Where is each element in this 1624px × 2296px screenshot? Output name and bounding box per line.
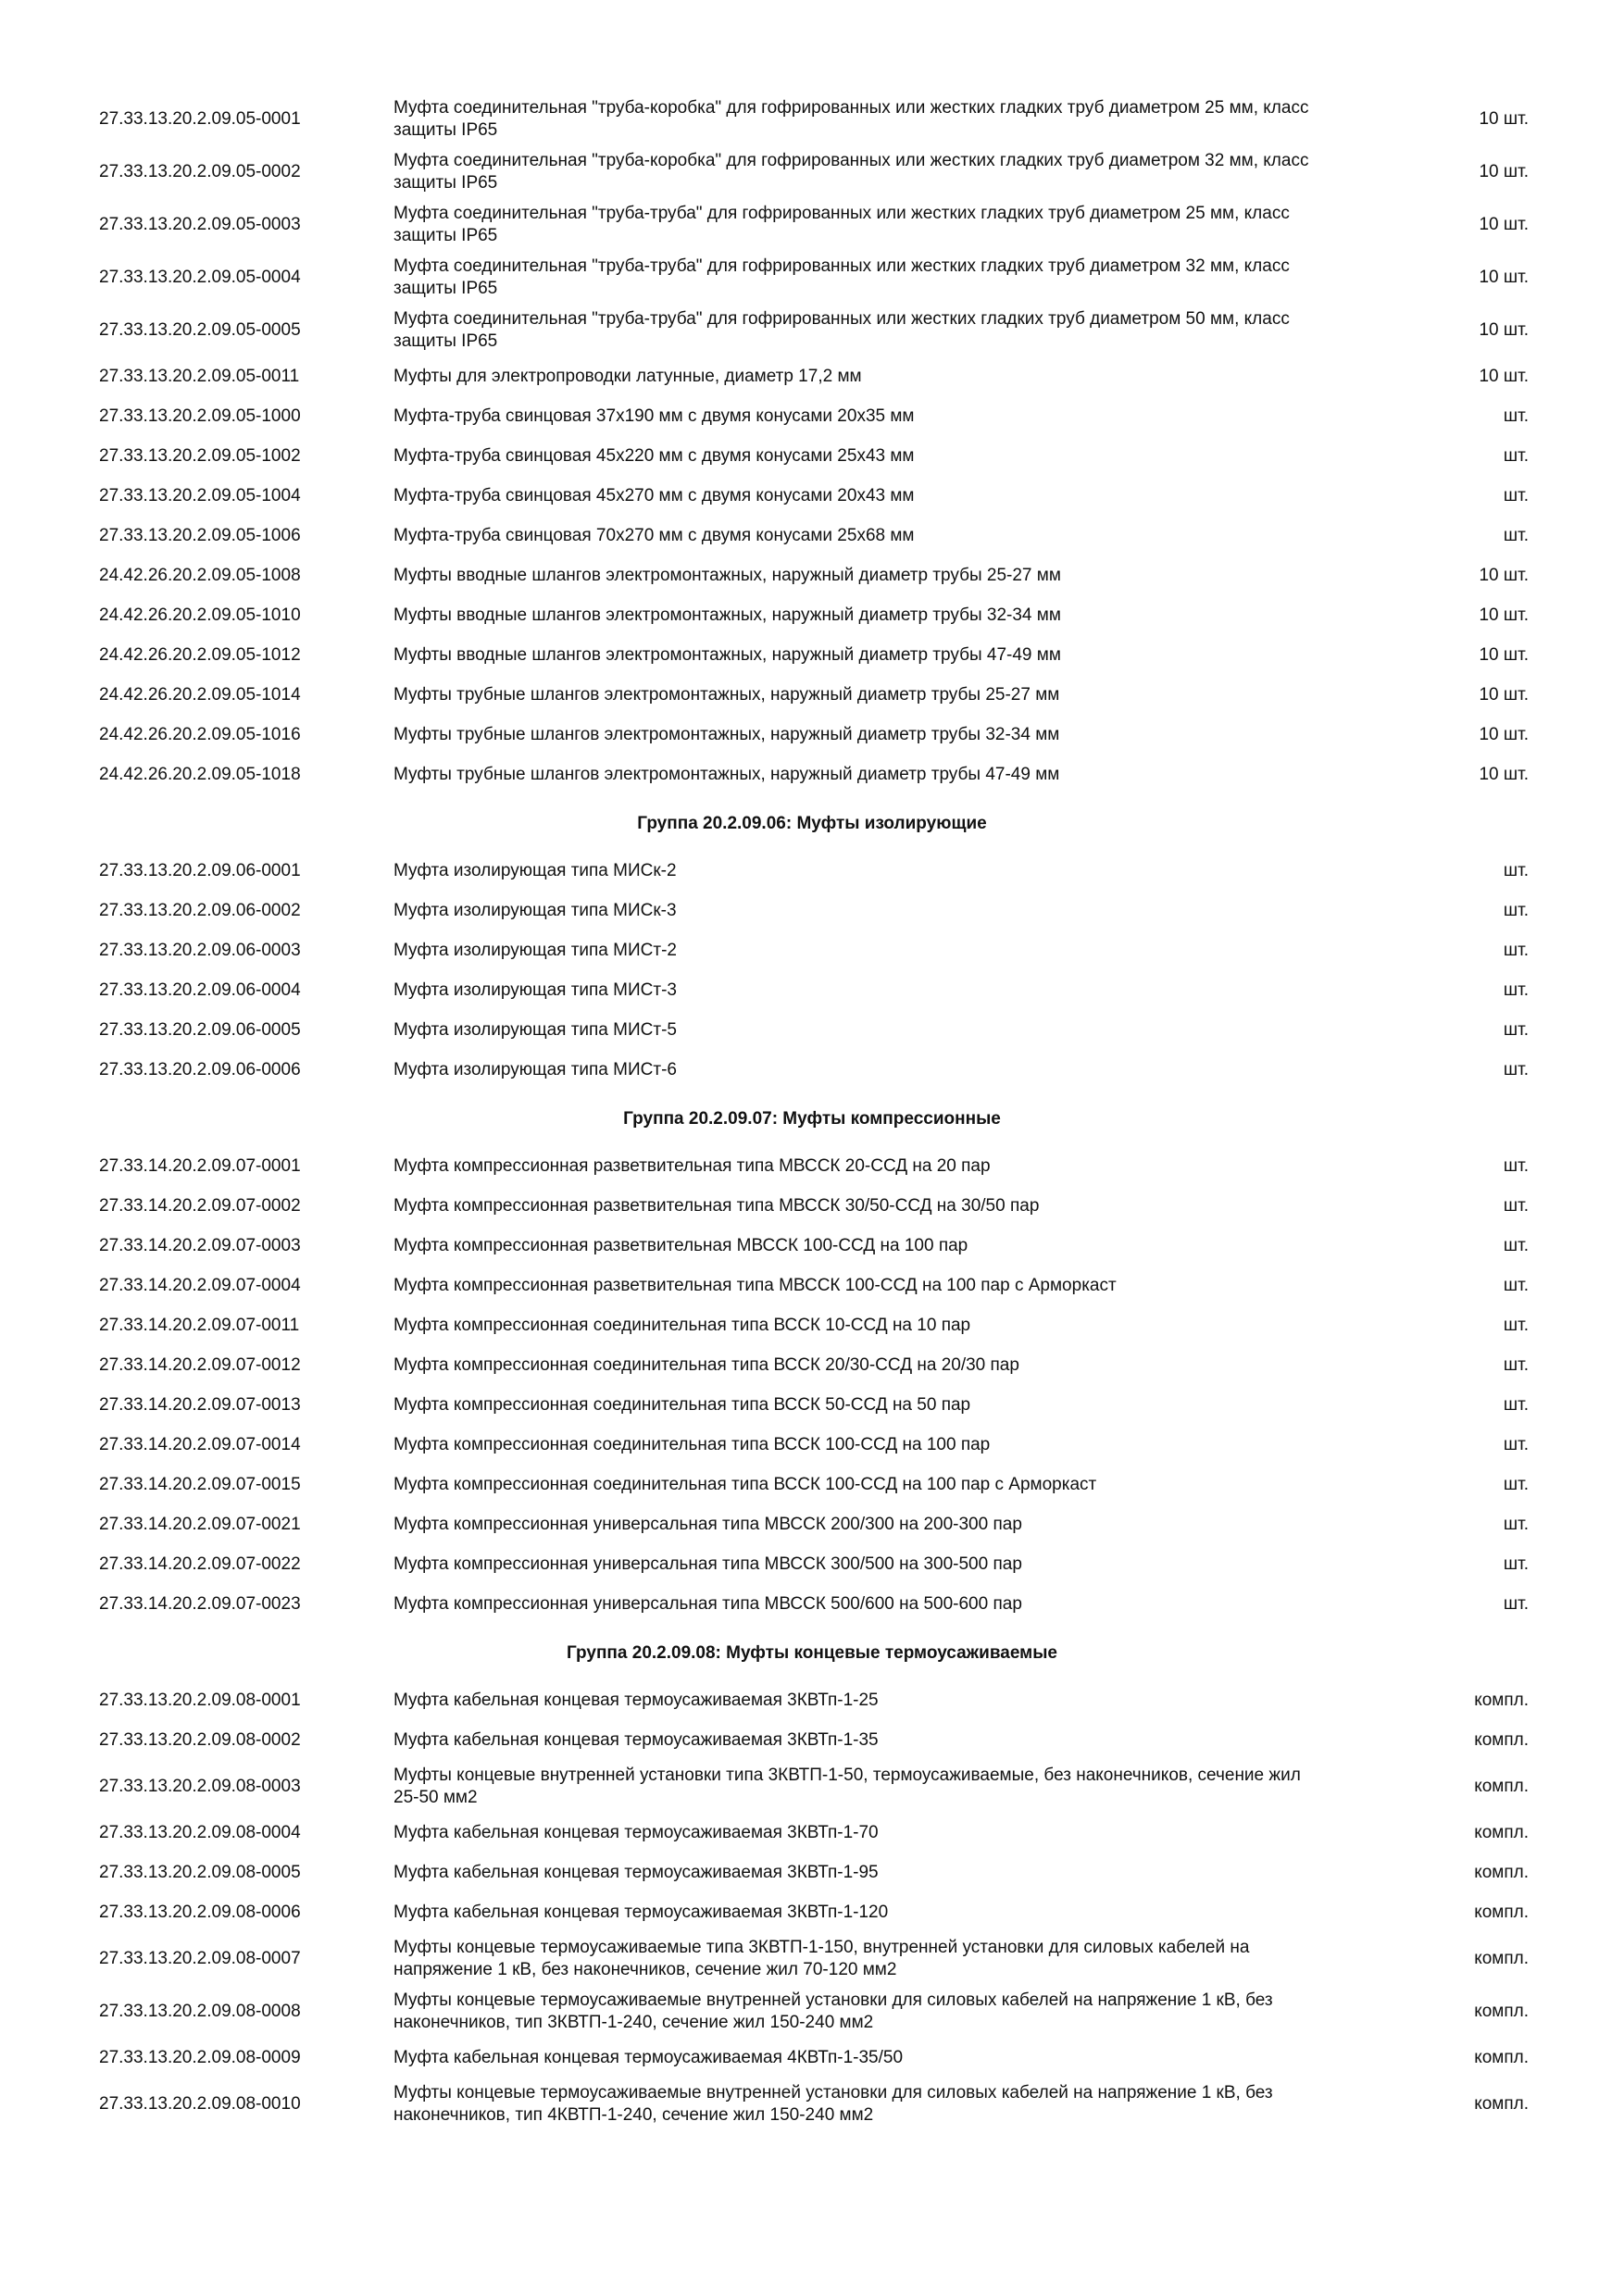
item-code: 27.33.13.20.2.09.05-1002 (99, 445, 301, 466)
group-title: Группа 20.2.09.08: Муфты концевые термоусаживаемые (566, 1643, 1057, 1663)
item-name: Муфты вводные шлангов электромонтажных, наружный диаметр трубы 32-34 мм (394, 605, 1061, 625)
item-name: Муфта изолирующая типа МИСт-5 (394, 1019, 677, 1040)
item-name: Муфта компрессионная соединительная типа ВССК 100-ССД на 100 пар (394, 1434, 991, 1454)
item-code: 27.33.13.20.2.09.05-0002 (99, 161, 301, 181)
table-row (0, 1146, 1624, 1186)
table-row (0, 1504, 1624, 1544)
item-name: Муфты трубные шлангов электромонтажных, наружный диаметр трубы 47-49 мм (394, 764, 1060, 784)
table-row (0, 476, 1624, 516)
item-code: 27.33.13.20.2.09.06-0004 (99, 980, 301, 1000)
item-unit: компл. (1474, 1862, 1529, 1882)
item-unit: шт. (1503, 1554, 1529, 1574)
item-name: Муфта компрессионная разветвительная МВССК 100-ССД на 100 пар (394, 1235, 968, 1255)
item-name: Муфта-труба свинцовая 45х220 мм с двумя конусами 25х43 мм (394, 445, 915, 466)
table-row (0, 1680, 1624, 1720)
item-name: Муфта кабельная концевая термоусаживаемая 3КВТп-1-25 (394, 1690, 879, 1710)
item-unit: шт. (1503, 1315, 1529, 1335)
table-row (0, 595, 1624, 635)
table-row (0, 1186, 1624, 1226)
item-name: Муфта соединительная "труба-труба" для гофрированных или жестких гладких труб диаметром 32 мм, класс защиты IP65 (394, 256, 1290, 298)
item-name: Муфты трубные шлангов электромонтажных, наружный диаметр трубы 32-34 мм (394, 724, 1060, 744)
document-body (0, 93, 1624, 2130)
item-name: Муфта компрессионная соединительная типа ВССК 10-ССД на 10 пар (394, 1315, 971, 1335)
item-name: Муфты концевые термоусаживаемые типа 3КВТП-1-150, внутренней установки для силовых кабелей на напряжение 1 кВ, без наконечников, сечение жил 70-120 мм2 (394, 1937, 1250, 1979)
item-name: Муфта соединительная "труба-труба" для гофрированных или жестких гладких труб диаметром 25 мм, класс защиты IP65 (394, 203, 1290, 245)
item-unit: шт. (1503, 860, 1529, 880)
table-row (0, 1892, 1624, 1932)
table-row (0, 251, 1624, 304)
item-code: 27.33.14.20.2.09.07-0004 (99, 1275, 301, 1295)
item-unit: шт. (1503, 1434, 1529, 1454)
table-row (0, 1932, 1624, 1985)
item-name: Муфты для электропроводки латунные, диаметр 17,2 мм (394, 366, 862, 386)
item-name: Муфта соединительная "труба-коробка" для гофрированных или жестких гладких труб диаметром 32 мм, класс защиты IP65 (394, 150, 1309, 193)
table-row (0, 1544, 1624, 1584)
item-unit: 10 шт. (1479, 644, 1529, 665)
item-unit: шт. (1503, 1593, 1529, 1614)
item-code: 27.33.13.20.2.09.06-0001 (99, 860, 301, 880)
table-row (0, 2078, 1624, 2130)
item-unit: 10 шт. (1479, 565, 1529, 585)
table-row (0, 1985, 1624, 2038)
item-code: 24.42.26.20.2.09.05-1012 (99, 644, 301, 665)
item-unit: шт. (1503, 900, 1529, 920)
item-name: Муфта компрессионная универсальная типа МВССК 500/600 на 500-600 пар (394, 1593, 1022, 1614)
table-row (0, 930, 1624, 970)
table-row (0, 516, 1624, 555)
item-unit: шт. (1503, 940, 1529, 960)
item-code: 27.33.13.20.2.09.06-0006 (99, 1059, 301, 1079)
item-name: Муфта изолирующая типа МИСк-2 (394, 860, 677, 880)
table-row (0, 1305, 1624, 1345)
item-code: 27.33.13.20.2.09.08-0008 (99, 2001, 301, 2021)
item-unit: компл. (1474, 2001, 1529, 2021)
item-name: Муфта компрессионная разветвительная типа МВССК 20-ССД на 20 пар (394, 1155, 991, 1176)
table-row (0, 635, 1624, 675)
item-code: 27.33.14.20.2.09.07-0011 (99, 1315, 300, 1335)
item-name: Муфты концевые внутренней установки типа 3КВТП-1-50, термоусаживаемые, без наконечников, сечение жил 25-50 мм2 (394, 1765, 1301, 1807)
item-unit: шт. (1503, 1514, 1529, 1534)
item-code: 27.33.13.20.2.09.05-0001 (99, 108, 301, 129)
table-row (0, 755, 1624, 794)
table-row (0, 145, 1624, 198)
item-name: Муфта изолирующая типа МИСт-3 (394, 980, 677, 1000)
item-unit: 10 шт. (1479, 366, 1529, 386)
item-name: Муфта-труба свинцовая 70х270 мм с двумя конусами 25х68 мм (394, 525, 915, 545)
item-code: 27.33.14.20.2.09.07-0015 (99, 1474, 301, 1494)
table-row (0, 1584, 1624, 1624)
item-name: Муфта изолирующая типа МИСт-2 (394, 940, 677, 960)
table-row (0, 1465, 1624, 1504)
item-code: 27.33.13.20.2.09.05-1000 (99, 406, 301, 426)
item-unit: компл. (1474, 1776, 1529, 1796)
table-row (0, 1853, 1624, 1892)
item-code: 27.33.14.20.2.09.07-0021 (99, 1514, 301, 1534)
item-code: 27.33.13.20.2.09.05-0004 (99, 267, 301, 287)
item-name: Муфта изолирующая типа МИСк-3 (394, 900, 677, 920)
item-code: 27.33.13.20.2.09.08-0010 (99, 2093, 301, 2114)
table-row (0, 1720, 1624, 1760)
table-row (0, 715, 1624, 755)
item-name: Муфта компрессионная соединительная типа ВССК 100-ССД на 100 пар с Арморкаст (394, 1474, 1097, 1494)
item-name: Муфта кабельная концевая термоусаживаемая 3КВТп-1-120 (394, 1902, 889, 1922)
item-name: Муфта компрессионная универсальная типа МВССК 200/300 на 200-300 пар (394, 1514, 1022, 1534)
item-code: 24.42.26.20.2.09.05-1010 (99, 605, 301, 625)
item-name: Муфта компрессионная разветвительная типа МВССК 100-ССД на 100 пар с Арморкаст (394, 1275, 1117, 1295)
item-unit: шт. (1503, 1275, 1529, 1295)
item-code: 24.42.26.20.2.09.05-1016 (99, 724, 301, 744)
group-title: Группа 20.2.09.07: Муфты компрессионные (623, 1109, 1001, 1129)
table-row (0, 891, 1624, 930)
table-row (0, 555, 1624, 595)
item-name: Муфта компрессионная разветвительная типа МВССК 30/50-ССД на 30/50 пар (394, 1195, 1040, 1216)
table-row (0, 304, 1624, 356)
item-name: Муфта кабельная концевая термоусаживаемая 3КВТп-1-70 (394, 1822, 879, 1842)
item-code: 27.33.14.20.2.09.07-0012 (99, 1354, 301, 1375)
item-code: 27.33.14.20.2.09.07-0001 (99, 1155, 301, 1176)
item-name: Муфты вводные шлангов электромонтажных, наружный диаметр трубы 47-49 мм (394, 644, 1061, 665)
item-name: Муфта компрессионная универсальная типа МВССК 300/500 на 300-500 пар (394, 1554, 1022, 1574)
item-unit: компл. (1474, 1729, 1529, 1750)
item-code: 27.33.13.20.2.09.06-0002 (99, 900, 301, 920)
item-unit: шт. (1503, 406, 1529, 426)
item-unit: шт. (1503, 1474, 1529, 1494)
table-row (0, 675, 1624, 715)
item-code: 27.33.14.20.2.09.07-0002 (99, 1195, 301, 1216)
table-row (0, 198, 1624, 251)
item-code: 27.33.14.20.2.09.07-0022 (99, 1554, 301, 1574)
item-unit: компл. (1474, 1690, 1529, 1710)
table-row (0, 1050, 1624, 1090)
item-unit: шт. (1503, 1394, 1529, 1415)
table-row (0, 1385, 1624, 1425)
table-row (0, 396, 1624, 436)
table-row (0, 93, 1624, 145)
item-unit: шт. (1503, 1155, 1529, 1176)
item-unit: 10 шт. (1479, 319, 1529, 340)
table-row (0, 1425, 1624, 1465)
item-name: Муфта компрессионная соединительная типа ВССК 50-ССД на 50 пар (394, 1394, 971, 1415)
item-unit: шт. (1503, 1235, 1529, 1255)
item-name: Муфта соединительная "труба-труба" для гофрированных или жестких гладких труб диаметром 50 мм, класс защиты IP65 (394, 308, 1290, 351)
item-code: 27.33.13.20.2.09.08-0001 (99, 1690, 301, 1710)
item-unit: 10 шт. (1479, 605, 1529, 625)
item-code: 27.33.13.20.2.09.05-0005 (99, 319, 301, 340)
item-name: Муфта соединительная "труба-коробка" для гофрированных или жестких гладких труб диаметром 25 мм, класс защиты IP65 (394, 97, 1309, 140)
table-row (0, 436, 1624, 476)
item-name: Муфта кабельная концевая термоусаживаемая 3КВТп-1-95 (394, 1862, 879, 1882)
item-unit: 10 шт. (1479, 764, 1529, 784)
item-code: 27.33.14.20.2.09.07-0014 (99, 1434, 301, 1454)
table-row (0, 970, 1624, 1010)
item-code: 24.42.26.20.2.09.05-1018 (99, 764, 301, 784)
item-unit: шт. (1503, 1019, 1529, 1040)
item-unit: 10 шт. (1479, 267, 1529, 287)
item-code: 27.33.14.20.2.09.07-0013 (99, 1394, 301, 1415)
item-unit: шт. (1503, 1059, 1529, 1079)
item-code: 27.33.13.20.2.09.06-0005 (99, 1019, 301, 1040)
item-code: 27.33.14.20.2.09.07-0023 (99, 1593, 301, 1614)
item-unit: шт. (1503, 1354, 1529, 1375)
item-name: Муфта-труба свинцовая 37х190 мм с двумя конусами 20х35 мм (394, 406, 915, 426)
item-unit: 10 шт. (1479, 684, 1529, 705)
item-unit: компл. (1474, 1822, 1529, 1842)
item-unit: шт. (1503, 980, 1529, 1000)
item-code: 27.33.13.20.2.09.06-0003 (99, 940, 301, 960)
item-code: 27.33.13.20.2.09.08-0006 (99, 1902, 301, 1922)
table-row (0, 2038, 1624, 2078)
item-code: 27.33.13.20.2.09.08-0005 (99, 1862, 301, 1882)
item-name: Муфта-труба свинцовая 45х270 мм с двумя конусами 20х43 мм (394, 485, 915, 505)
item-name: Муфта компрессионная соединительная типа ВССК 20/30-ССД на 20/30 пар (394, 1354, 1019, 1375)
table-row (0, 356, 1624, 396)
item-unit: компл. (1474, 2047, 1529, 2067)
table-row (0, 1813, 1624, 1853)
item-unit: 10 шт. (1479, 108, 1529, 129)
item-name: Муфты концевые термоусаживаемые внутренней установки для силовых кабелей на напряжение 1 кВ, без наконечников, тип 4КВТП-1-240, сечение жил 150-240 мм2 (394, 2082, 1273, 2125)
item-name: Муфта кабельная концевая термоусаживаемая 3КВТп-1-35 (394, 1729, 879, 1750)
item-unit: шт. (1503, 1195, 1529, 1216)
item-unit: шт. (1503, 525, 1529, 545)
item-name: Муфты концевые термоусаживаемые внутренней установки для силовых кабелей на напряжение 1 кВ, без наконечников, тип 3КВТП-1-240, сечение жил 150-240 мм2 (394, 1990, 1273, 2032)
item-code: 27.33.13.20.2.09.08-0003 (99, 1776, 301, 1796)
item-code: 24.42.26.20.2.09.05-1008 (99, 565, 301, 585)
item-code: 27.33.14.20.2.09.07-0003 (99, 1235, 301, 1255)
item-code: 27.33.13.20.2.09.08-0009 (99, 2047, 301, 2067)
table-row (0, 1266, 1624, 1305)
item-code: 27.33.13.20.2.09.05-1004 (99, 485, 301, 505)
item-unit: 10 шт. (1479, 724, 1529, 744)
item-code: 27.33.13.20.2.09.05-0011 (99, 366, 300, 386)
item-unit: компл. (1474, 1902, 1529, 1922)
item-code: 24.42.26.20.2.09.05-1014 (99, 684, 301, 705)
item-code: 27.33.13.20.2.09.08-0002 (99, 1729, 301, 1750)
item-code: 27.33.13.20.2.09.08-0004 (99, 1822, 301, 1842)
group-title: Группа 20.2.09.06: Муфты изолирующие (637, 814, 987, 833)
table-row (0, 1226, 1624, 1266)
item-unit: компл. (1474, 2093, 1529, 2114)
item-code: 27.33.13.20.2.09.05-1006 (99, 525, 301, 545)
item-code: 27.33.13.20.2.09.05-0003 (99, 214, 301, 234)
item-unit: 10 шт. (1479, 161, 1529, 181)
table-row (0, 1345, 1624, 1385)
table-row (0, 851, 1624, 891)
table-row (0, 1010, 1624, 1050)
table-row (0, 1760, 1624, 1813)
item-name: Муфты вводные шлангов электромонтажных, наружный диаметр трубы 25-27 мм (394, 565, 1061, 585)
item-unit: шт. (1503, 485, 1529, 505)
item-unit: компл. (1474, 1948, 1529, 1968)
item-name: Муфты трубные шлангов электромонтажных, наружный диаметр трубы 25-27 мм (394, 684, 1060, 705)
item-unit: шт. (1503, 445, 1529, 466)
item-code: 27.33.13.20.2.09.08-0007 (99, 1948, 301, 1968)
item-unit: 10 шт. (1479, 214, 1529, 234)
item-name: Муфта изолирующая типа МИСт-6 (394, 1059, 677, 1079)
item-name: Муфта кабельная концевая термоусаживаемая 4КВТп-1-35/50 (394, 2047, 904, 2067)
